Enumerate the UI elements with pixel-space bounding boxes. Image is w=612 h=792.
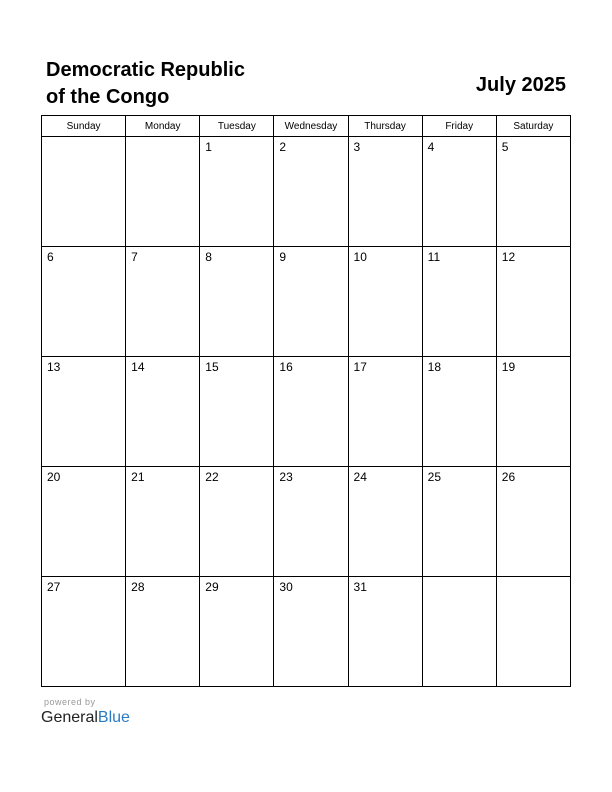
day-number: [126, 137, 199, 140]
month-year-title: July 2025: [475, 74, 566, 96]
day-cell: [126, 247, 200, 357]
day-number: 6: [47, 250, 54, 264]
day-cell: [200, 467, 274, 577]
day-number: 15: [205, 360, 219, 374]
country-title-line2: of the Congo: [46, 86, 170, 108]
day-cell: [422, 467, 496, 577]
day-cell: [126, 137, 200, 247]
day-cell: [274, 577, 348, 687]
day-number: 26: [501, 470, 516, 484]
day-number: 19: [501, 360, 516, 374]
day-cell: [126, 577, 200, 687]
week-row: [42, 247, 571, 357]
day-number: 31: [353, 580, 367, 594]
day-cell: [42, 357, 126, 467]
day-number: 20: [47, 470, 61, 484]
day-number: 9: [279, 250, 287, 264]
weekday-monday: Monday: [126, 116, 200, 137]
day-cell: [42, 247, 126, 357]
day-cell: [274, 137, 348, 247]
day-cell: [348, 577, 422, 687]
day-cell: [274, 467, 348, 577]
day-cell: [496, 137, 570, 247]
day-number: 27: [47, 580, 61, 594]
week-row: [42, 357, 571, 467]
day-number: 14: [131, 360, 145, 374]
calendar-grid: [41, 115, 571, 687]
day-cell: [126, 467, 200, 577]
day-number: 7: [131, 250, 138, 264]
day-number: 11: [427, 250, 441, 264]
day-cell: [348, 467, 422, 577]
weekday-header-row: [42, 116, 571, 137]
footer: [41, 697, 130, 727]
day-cell: [200, 247, 274, 357]
day-cell: [274, 357, 348, 467]
weekday-tuesday: Tuesday: [200, 116, 274, 137]
brand-general-text: General: [41, 709, 98, 726]
day-number: 28: [131, 580, 145, 594]
day-number: 12: [501, 250, 516, 264]
day-cell: [422, 137, 496, 247]
day-cell: [422, 577, 496, 687]
day-number: 5: [501, 140, 509, 154]
day-number: 24: [353, 470, 367, 484]
day-cell: [42, 467, 126, 577]
day-cell: [496, 247, 570, 357]
generalblue-logo[interactable]: [41, 709, 130, 727]
day-cell: [42, 577, 126, 687]
day-cell: [348, 247, 422, 357]
day-number: 3: [353, 140, 361, 154]
weekday-wednesday: Wednesday: [274, 116, 348, 137]
week-row: [42, 467, 571, 577]
day-cell: [496, 467, 570, 577]
weekday-friday: Friday: [422, 116, 496, 137]
day-cell: [200, 577, 274, 687]
day-cell: [348, 137, 422, 247]
day-cell: [422, 247, 496, 357]
day-number: 21: [131, 470, 145, 484]
day-number: [42, 137, 125, 140]
country-title: [46, 57, 306, 111]
day-cell: [42, 137, 126, 247]
day-cell: [422, 357, 496, 467]
day-number: 23: [279, 470, 293, 484]
weekday-thursday: Thursday: [348, 116, 422, 137]
weekday-sunday: Sunday: [42, 116, 126, 137]
day-number: 17: [353, 360, 367, 374]
day-number: 10: [353, 250, 367, 264]
day-cell: [126, 357, 200, 467]
day-cell: [274, 247, 348, 357]
day-cell: [348, 357, 422, 467]
day-number: 2: [279, 140, 287, 154]
day-number: 4: [427, 140, 435, 154]
day-number: 18: [427, 360, 442, 374]
day-number: 30: [279, 580, 293, 594]
brand-blue-text: Blue: [97, 709, 130, 726]
day-number: 13: [47, 360, 61, 374]
day-cell: [200, 357, 274, 467]
day-number: 22: [205, 470, 219, 484]
day-number: [497, 577, 570, 580]
week-row: [42, 577, 571, 687]
day-number: 29: [205, 580, 219, 594]
day-number: 8: [205, 250, 212, 264]
day-number: [423, 577, 496, 580]
powered-by-label: powered by: [44, 697, 96, 707]
day-cell: [200, 137, 274, 247]
day-number: 25: [427, 470, 442, 484]
day-cell: [496, 357, 570, 467]
day-number: 16: [279, 360, 293, 374]
week-row: [42, 137, 571, 247]
day-cell: [496, 577, 570, 687]
country-title-line1: Democratic Republic: [46, 59, 245, 81]
day-number: 1: [205, 140, 212, 154]
weekday-saturday: Saturday: [496, 116, 570, 137]
